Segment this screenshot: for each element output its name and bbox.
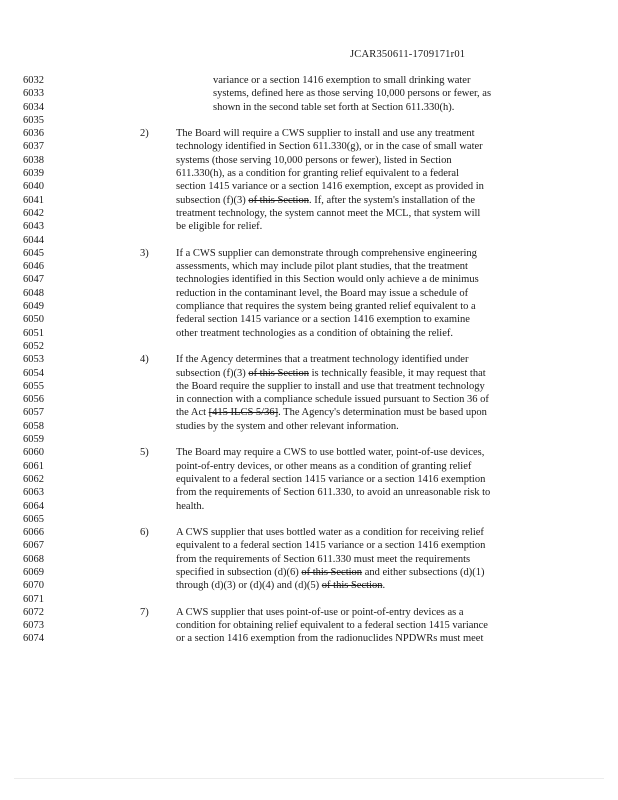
paragraph-number: 2) [140,128,149,140]
text-line [176,406,542,419]
text-span: A CWS supplier that uses point-of-use or point-of-entry devices as a [176,606,464,618]
text-span: the Board require the supplier to install and use that treatment technology [176,380,485,392]
document-body [0,74,618,646]
text-line [176,167,542,180]
line-number: 6038 [23,154,44,166]
text-span: is technically feasible, it may request that [308,367,486,379]
text-span: The Board will require a CWS supplier to install and use any treatment [176,128,475,140]
struck-text: of this Section [248,194,309,206]
text-line [176,486,542,499]
line-number: 6061 [23,460,44,472]
line-number: 6049 [23,301,44,313]
text-line: shown in the second table set forth at Section 611.330(h). [213,101,455,113]
continuation-paragraph [0,74,618,114]
line-number: 6068 [23,553,44,565]
text-span: If the Agency determines that a treatment technology identified under [176,354,469,366]
line-number: 6039 [23,168,44,180]
text-line [176,553,542,566]
line-number: 6037 [23,141,44,153]
text-span: If a CWS supplier can demonstrate through comprehensive engineering [176,247,477,259]
text-span: condition for obtaining relief equivalent to a federal section 1415 variance [176,620,488,632]
text-line [176,632,542,645]
text-span: technology identified in Section 611.330(g), or in the case of small water [176,141,483,153]
text-span: . [382,580,386,592]
text-span: point-of-entry devices, or other means as a condition of granting relief [176,460,472,472]
line-number: 6058 [23,420,44,432]
line-number: 6033 [23,88,44,100]
text-line [176,154,542,167]
text-line [176,260,542,273]
text-line [176,526,542,539]
text-line [176,207,542,220]
text-span: technologies identified in this Section would only achieve a de minimus [176,274,479,286]
line-number: 6047 [23,274,44,286]
text-line [176,140,542,153]
page-bottom-rule [14,778,604,779]
paragraph-number: 4) [140,354,149,366]
text-span: from the requirements of Section 611.330 must meet the requirements [176,553,471,565]
text-span: or a section 1416 exemption from the radionuclides NPDWRs must meet [176,633,484,645]
text-span: assessments, which may include pilot plant studies, that the treatment [176,261,468,273]
line-number: 6063 [23,487,44,499]
line-number: 6052 [23,340,44,352]
text-span: systems (those serving 10,000 persons or fewer), listed in Section [176,154,452,166]
struck-text: of this Section [248,367,309,379]
text-span: . The Agency's determination must be based upon [278,407,487,419]
line-number: 6059 [23,434,44,446]
text-span: A CWS supplier that uses bottled water as a condition for receiving relief [176,527,484,539]
line-number: 6042 [23,207,44,219]
paragraph-item [0,247,618,340]
line-number: 6048 [23,287,44,299]
line-number: 6060 [23,447,44,459]
paragraph-item [0,446,618,512]
text-span: health. [176,500,205,512]
text-span: The Board may require a CWS to use bottled water, point-of-use devices, [176,447,485,459]
line-number: 6035 [23,114,44,126]
text-line [176,500,542,513]
text-span: subsection (f)(3) [176,367,249,379]
line-number: 6072 [23,606,44,618]
text-line [176,313,542,326]
line-number: 6046 [23,261,44,273]
text-line [176,473,542,486]
text-span: specified in subsection (d)(6) [176,566,302,578]
struck-text: of this Section [301,566,363,578]
line-number: 6064 [23,500,44,512]
line-number: 6051 [23,327,44,339]
text-span: 611.330(h), as a condition for granting relief equivalent to a federal [176,168,460,180]
text-line [176,420,542,433]
paragraph-number: 3) [140,247,149,259]
document-id-header: JCAR350611-1709171r01 [350,49,466,60]
text-span: in connection with a compliance schedule issued pursuant to Section 36 of [176,394,489,406]
line-number: 6057 [23,407,44,419]
text-span: federal section 1415 variance or a section 1416 exemption to examine [176,314,470,326]
paragraph-item [0,353,618,433]
text-span: from the requirements of Section 611.330, to avoid an unreasonable risk to [176,487,491,499]
paragraph-item [0,606,618,646]
line-number: 6066 [23,527,44,539]
text-line [176,127,542,140]
text-span: studies by the system and other relevant information. [176,420,399,432]
text-line [176,606,542,619]
struck-text: [415 ILCS 5/36] [208,407,279,419]
text-span: equivalent to a federal section 1415 variance or a section 1416 exemption [176,473,486,485]
text-span: subsection (f)(3) [176,194,249,206]
line-number: 6032 [23,75,44,86]
line-number: 6044 [23,234,44,246]
text-line [176,180,542,193]
text-line [176,460,542,473]
line-number: 6070 [23,580,44,592]
line-number: 6045 [23,247,44,259]
text-line: variance or a section 1416 exemption to small drinking water [213,75,471,86]
line-number: 6071 [23,593,44,605]
line-number: 6069 [23,566,44,578]
text-line [176,220,542,233]
text-line [176,327,542,340]
text-span: the Act [176,407,209,419]
text-line [176,619,542,632]
text-span: equivalent to a federal section 1415 variance or a section 1416 exemption [176,540,486,552]
line-number: 6073 [23,620,44,632]
line-number: 6056 [23,394,44,406]
line-number: 6050 [23,314,44,326]
line-number: 6074 [23,633,44,645]
text-span: compliance that requires the system being granted relief equivalent to a [176,301,476,313]
struck-text: of this Section [321,580,383,592]
line-number: 6054 [23,367,44,379]
line-number: 6034 [23,101,44,113]
text-line [176,367,542,380]
text-line [176,380,542,393]
text-line [176,566,542,579]
line-number: 6065 [23,513,44,525]
text-line [176,300,542,313]
text-line [176,247,542,260]
text-span: be eligible for relief. [176,221,263,233]
paragraph-item [0,526,618,592]
line-number: 6062 [23,473,44,485]
line-number: 6040 [23,181,44,193]
text-span: section 1415 variance or a section 1416 exemption, except as provided in [176,181,484,193]
text-line [176,579,542,592]
line-number: 6055 [23,380,44,392]
paragraph-number: 5) [140,447,149,459]
paragraph-number: 7) [140,606,149,618]
text-line [176,393,542,406]
line-number: 6053 [23,354,44,366]
line-number: 6043 [23,221,44,233]
text-line [176,539,542,552]
line-number: 6041 [23,194,44,206]
text-line [176,446,542,459]
text-line [176,353,542,366]
text-line [176,194,542,207]
paragraph-item [0,127,618,233]
paragraph-number: 6) [140,527,149,539]
text-span: through (d)(3) or (d)(4) and (d)(5) [176,580,322,592]
text-line [176,273,542,286]
text-span: treatment technology, the system cannot meet the MCL, that system will [176,207,481,219]
text-span: other treatment technologies as a condition of obtaining the relief. [176,327,453,339]
line-number: 6036 [23,128,44,140]
text-span: reduction in the contaminant level, the Board may issue a schedule of [176,287,469,299]
text-line [176,287,542,300]
line-number: 6067 [23,540,44,552]
text-line: systems, defined here as those serving 10,000 persons or fewer, as [213,88,492,100]
text-span: . If, after the system's installation of the [308,194,476,206]
text-span: and either subsections (d)(1) [362,566,485,578]
